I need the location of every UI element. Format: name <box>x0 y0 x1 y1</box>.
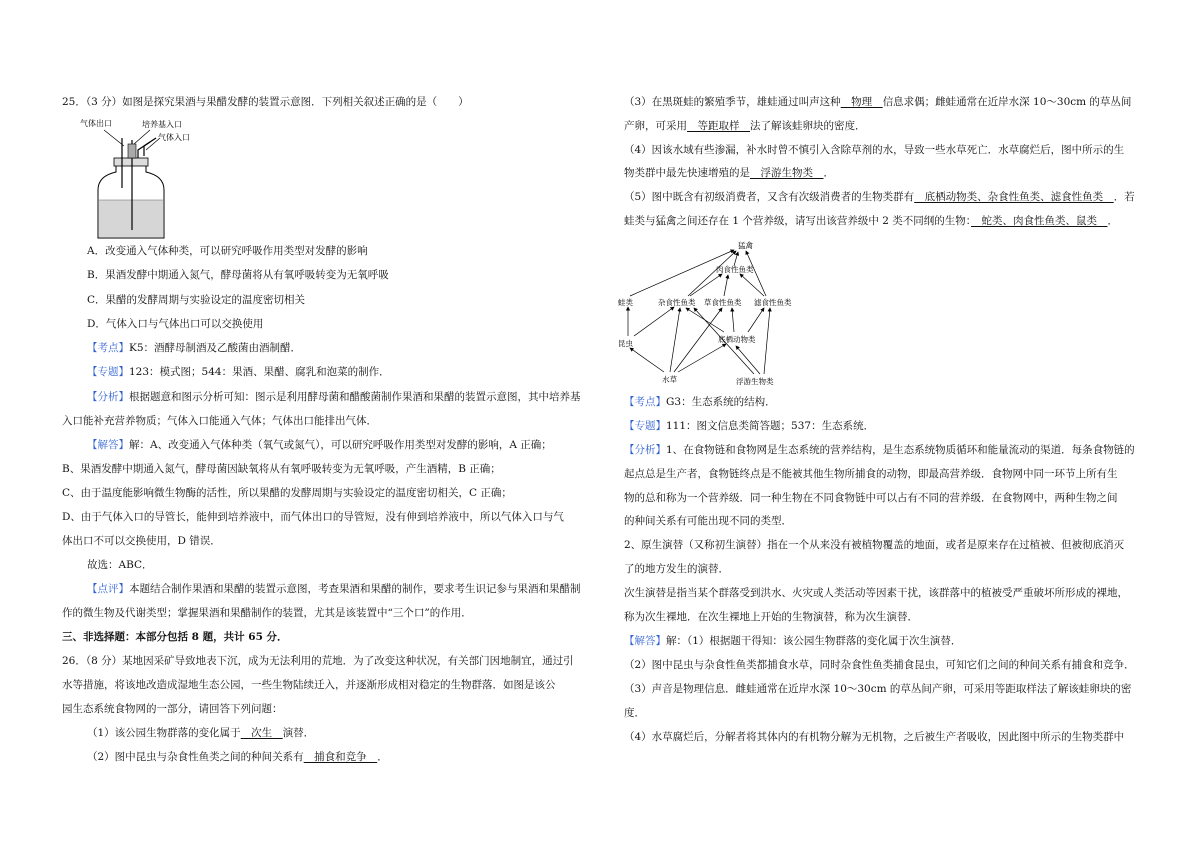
r-para3-line-2: 称为次生裸地．在次生裸地上开始的生物演替，称为次生演替． <box>624 611 918 623</box>
q26-stem-1: 26．（8 分）某地因采矿导致地表下沉，成为无法利用的荒地．为了改变这种状况，有关部门因地制宜，通过引 <box>62 655 574 667</box>
q26-sub-2 <box>87 750 388 764</box>
q4-suffix: ． <box>823 167 834 179</box>
zhuanti-line <box>87 365 390 379</box>
q5-answer-1: 底栖动物类、杂食性鱼类、滤食性鱼类 <box>914 191 1114 203</box>
q25-stem: 25．（3 分）如图是探究果酒与果醋发酵的装置示意图．下列相关叙述正确的是（ ） <box>62 96 469 108</box>
web-omnivorous-fish: 杂食性鱼类 <box>658 298 696 307</box>
dianping-line-1 <box>87 582 581 596</box>
q26-stem-2: 水等措施，将该地改造成湿地生态公园，一些生物陆续迁入，并逐渐形成相对稳定的生物群落．如图是该公 <box>62 679 556 691</box>
q3-prompt-1: （3）在黑斑蛙的繁殖季节，雄蛙通过叫声这种 <box>624 96 841 108</box>
q26-sub-2-prompt: （2）图中昆虫与杂食性鱼类之间的种间关系有 <box>87 751 304 763</box>
jieda-text-1: 解：A、改变通入气体种类（氧气或氮气），可以研究呼吸作用类型对发酵的影响，A 正确； <box>129 439 552 451</box>
web-insect: 昆虫 <box>618 339 633 348</box>
web-frog: 蛙类 <box>618 298 633 307</box>
r-para3-line-1: 次生演替是指当某个群落受到洪水、火灾或人类活动等因素干扰，该群落中的植被受严重破坏所形成的裸地， <box>624 587 1128 599</box>
q26-sub-2-answer: 捕食和竞争 <box>303 751 378 763</box>
r-jieda-line-3: （3）声音是物理信息．雌蛙通常在近岸水深 10～30cm 的草丛间产卵，可采用等距取样法了解该蛙卵块的密 <box>624 683 1132 695</box>
r-jieda-line-1 <box>624 634 961 648</box>
option-d: D．气体入口与气体出口可以交换使用 <box>87 318 264 330</box>
r-kaodian-text: G3：生态系统的结构． <box>666 396 776 408</box>
r-jieda-line-2: （2）图中昆虫与杂食性鱼类都捕食水草，同时杂食性鱼类捕食昆虫，可知它们之间的种间关系有捕食和竞争． <box>624 659 1135 671</box>
option-a: A．改变通入气体种类，可以研究呼吸作用类型对发酵的影响 <box>87 245 368 257</box>
q26-sub-3-line-2 <box>624 119 866 133</box>
q4-answer: 浮游生物类 <box>750 167 824 179</box>
r-jieda-line-5: （4）水草腐烂后，分解者将其体内的有机物分解为无机物，之后被生产者吸收，因此图中所示的生物类群中 <box>624 731 1125 743</box>
q26-sub-1 <box>87 726 314 740</box>
q26-sub-4-line-2 <box>624 166 834 180</box>
web-raptor: 猛禽 <box>738 241 753 250</box>
kaodian-tag: 【考点】 <box>87 342 129 354</box>
q5-suffix-2: ． <box>1107 215 1118 227</box>
r-zhuanti-line <box>624 419 874 433</box>
q26-sub-2-suffix: ． <box>377 751 388 763</box>
q5-suffix-1: ．若 <box>1113 191 1135 203</box>
q26-sub-5-line-2 <box>624 214 1118 228</box>
web-waterweed: 水草 <box>662 375 677 384</box>
kaodian-text: K5：酒酵母制酒及乙酸菌由酒制醋． <box>129 342 302 354</box>
r-zhuanti-text: 111：图文信息类简答题；537：生态系统． <box>666 420 875 432</box>
q4-prompt: 物类群中最先快速增殖的是 <box>624 167 750 179</box>
web-filter-fish: 滤食性鱼类 <box>754 298 792 307</box>
zhuanti-tag: 【专题】 <box>87 366 129 378</box>
q3-suffix-2: 法了解该蛙卵块的密度． <box>750 120 866 132</box>
q3-suffix-1: 信息求偶；雌蛙通常在近岸水深 10～30cm 的草丛间 <box>882 96 1132 108</box>
fenxi-line-1 <box>87 390 581 404</box>
q3-prompt-2: 产卵，可采用 <box>624 120 687 132</box>
fenxi-tag: 【分析】 <box>87 391 129 403</box>
fig-label-gas-in: 气体入口 <box>158 133 190 142</box>
r-fenxi-line-3: 物的总和称为一个营养级．同一种生物在不同食物链中可以占有不同的营养级．在食物网中，两种生物之间 <box>624 492 1118 504</box>
dianping-line-2: 作的微生物及代谢类型；掌握果酒和果醋制作的装置，尤其是该装置中“三个口”的作用． <box>62 607 472 619</box>
fig-label-medium-in: 培养基入口 <box>142 120 182 129</box>
jieda-line-3: C、由于温度能影响微生物酶的活性，所以果醋的发酵周期与实验设定的温度密切相关，C 正确； <box>62 487 512 499</box>
jieda-line-4: D、由于气体入口的导管长，能伸到培养液中，而气体出口的导管短，没有伸到培养液中，所以气体入口与气 <box>62 511 564 523</box>
r-fenxi-line-2: 起点总是生产者，食物链终点是不能被其他生物所捕食的动物，即最高营养级．食物网中同一环节上所有生 <box>624 468 1118 480</box>
q26-stem-3: 园生态系统食物网的一部分，请回答下列问题： <box>62 703 283 715</box>
fermentation-apparatus-figure <box>76 116 216 242</box>
q26-sub-1-answer: 次生 <box>240 727 283 739</box>
dianping-text-1: 本题结合制作果酒和果醋的装置示意图，考查果酒和果醋的制作，要求考生识记参与果酒和果醋制 <box>129 583 581 595</box>
web-plankton: 浮游生物类 <box>736 377 774 386</box>
option-b: B．果酒发酵中期通入氮气，酵母菌将从有氧呼吸转变为无氧呼吸 <box>87 269 389 281</box>
r-jieda-text-1: 解：（1）根据题干得知：该公园生物群落的变化属于次生演替． <box>666 635 962 647</box>
q5-answer-2: 蛇类、肉食性鱼类、鼠类 <box>970 215 1108 227</box>
web-benthic: 底栖动物类 <box>718 335 756 344</box>
r-fenxi-line-1 <box>624 443 1135 457</box>
jieda-line-2: B、果酒发酵中期通入氮气，酵母菌因缺氧将从有氧呼吸转变为无氧呼吸，产生酒精，B 正确； <box>62 463 501 475</box>
q5-prompt-2: 蛙类与猛禽之间还存在 1 个营养级，请写出该营养级中 2 类不同纲的生物： <box>624 215 971 227</box>
q26-sub-3-line-1 <box>624 95 1131 109</box>
food-web-diagram <box>614 236 804 390</box>
section-3-heading: 三、非选择题：本部分包括 8 题，共计 65 分． <box>62 631 288 643</box>
option-c: C．果醋的发酵周期与实验设定的温度密切相关 <box>87 294 306 306</box>
q5-prompt-1: （5）图中既含有初级消费者，又含有次级消费者的生物类群有 <box>624 191 915 203</box>
r-zhuanti-tag: 【专题】 <box>624 420 666 432</box>
r-fenxi-text-1: 1、在食物链和食物网是生态系统的营养结构，是生态系统物质循环和能量流动的渠道．每条食物链的 <box>666 444 1135 456</box>
fenxi-text-1: 根据题意和图示分析可知：图示是利用酵母菌和醋酸菌制作果酒和果醋的装置示意图，其中培养基 <box>129 391 581 403</box>
jieda-line-1 <box>87 438 552 452</box>
q3-answer-2: 等距取样 <box>687 120 750 132</box>
web-herbivorous-fish: 草食性鱼类 <box>704 298 742 307</box>
r-kaodian-tag: 【考点】 <box>624 396 666 408</box>
q26-sub-5-line-1 <box>624 190 1135 204</box>
web-carnivorous-fish: 肉食性鱼类 <box>716 265 754 274</box>
q3-answer-1: 物理 <box>840 96 883 108</box>
r-para2-line-2: 了的地方发生的演替． <box>624 563 729 575</box>
fenxi-line-2: 入口能补充营养物质；气体入口能通入气体；气体出口能排出气体． <box>62 415 377 427</box>
r-para2-line-1: 2、原生演替（又称初生演替）指在一个从来没有被植物覆盖的地面，或者是原来存在过植被、但被彻底消灭 <box>624 539 1125 551</box>
jieda-line-6: 故选：ABC． <box>87 559 153 571</box>
r-fenxi-tag: 【分析】 <box>624 444 666 456</box>
kaodian-line <box>87 341 301 355</box>
q26-sub-1-prompt: （1）该公园生物群落的变化属于 <box>87 727 241 739</box>
q26-sub-1-suffix: 演替． <box>282 727 315 739</box>
zhuanti-text: 123：模式图；544：果酒、果醋、腐乳和泡菜的制作． <box>129 366 390 378</box>
jieda-tag: 【解答】 <box>87 439 129 451</box>
r-jieda-line-4: 度． <box>624 707 645 719</box>
r-fenxi-line-4: 的种间关系有可能出现不同的类型． <box>624 515 792 527</box>
jieda-line-5: 体出口不可以交换使用，D 错误． <box>62 535 221 547</box>
dianping-tag: 【点评】 <box>87 583 129 595</box>
r-kaodian-line <box>624 395 776 409</box>
r-jieda-tag: 【解答】 <box>624 635 666 647</box>
fig-label-gas-out: 气体出口 <box>80 119 112 128</box>
q26-sub-4-line-1: （4）因该水域有些渗漏，补水时曾不慎引入含除草剂的水，导致一些水草死亡．水草腐烂后，图中所示的生 <box>624 144 1125 156</box>
